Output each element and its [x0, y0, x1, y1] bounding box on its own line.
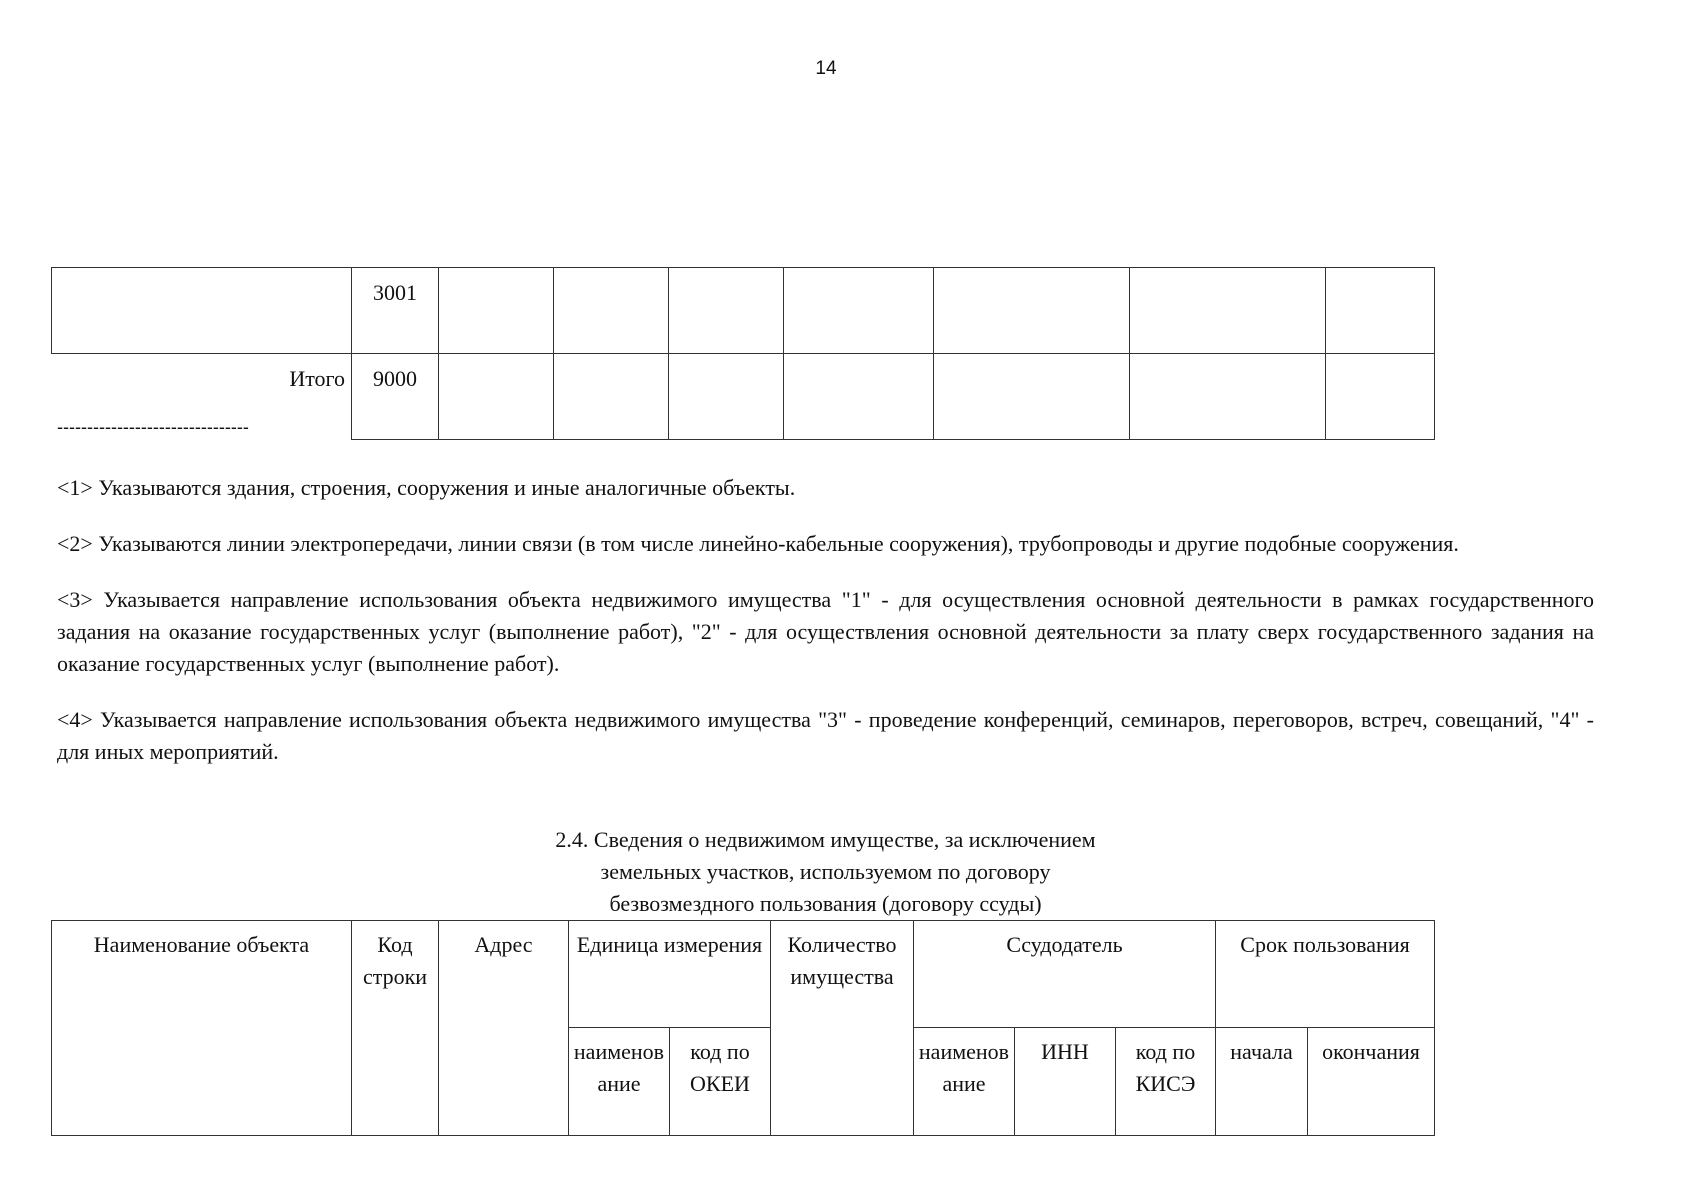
header-lender-name: наименование [914, 1028, 1015, 1136]
table-cell [934, 354, 1130, 440]
table-cell [1326, 354, 1435, 440]
table-cell [669, 268, 784, 354]
table-cell [669, 354, 784, 440]
footnote-3: <3> Указывается направление использования объекта недвижимого имущества "1" - для осуществления основной деятельности в рамках государственного задания на оказание государственных услуг (выполнение работ), "2" - для осуществления основной деятельности за плату сверх государственного задания на оказание государственных услуг (выполнение работ). [57, 587, 1594, 676]
section-title-line: безвозмездного пользования (договору ссуды) [609, 891, 1042, 916]
header-code: Код строки [352, 921, 439, 1136]
header-address: Адрес [439, 921, 569, 1136]
header-row [52, 921, 1435, 1028]
property-table [51, 920, 1435, 1136]
row-code: 3001 [352, 268, 439, 354]
table-cell [439, 354, 554, 440]
header-term-end: окончания [1308, 1028, 1435, 1136]
header-lender-kise: код по КИСЭ [1116, 1028, 1216, 1136]
header-unit-okei: код по ОКЕИ [670, 1028, 771, 1136]
section-title [57, 824, 1594, 920]
table-cell [554, 268, 669, 354]
table-row [52, 268, 1435, 354]
header-name: Наименование объекта [52, 921, 352, 1136]
total-label: Итого [52, 354, 352, 440]
header-term-start: начала [1216, 1028, 1308, 1136]
table-cell [1326, 268, 1435, 354]
continuation-table [51, 267, 1435, 440]
row-label [52, 268, 352, 354]
header-lender: Ссудодатель [914, 921, 1216, 1028]
total-code: 9000 [352, 354, 439, 440]
footnotes [57, 472, 1594, 792]
table-cell [554, 354, 669, 440]
header-term: Срок пользования [1216, 921, 1435, 1028]
table-cell [1130, 354, 1326, 440]
header-unit-name: наименование [569, 1028, 670, 1136]
header-unit: Единица измерения [569, 921, 771, 1028]
table-row-total [52, 354, 1435, 440]
table-cell [1130, 268, 1326, 354]
header-lender-inn: ИНН [1015, 1028, 1116, 1136]
page-number: 14 [815, 58, 837, 79]
footnote-4: <4> Указывается направление использования объекта недвижимого имущества "3" - проведение конференций, семинаров, переговоров, встреч, совещаний, "4" - для иных мероприятий. [57, 707, 1594, 764]
table-cell [439, 268, 554, 354]
header-quantity: Количество имущества [771, 921, 914, 1136]
footnote-2: <2> Указываются линии электропередачи, линии связи (в том числе линейно-кабельные сооружения), трубопроводы и другие подобные сооружения. [57, 531, 1459, 556]
table-cell [784, 268, 934, 354]
table-cell [934, 268, 1130, 354]
table-cell [784, 354, 934, 440]
section-title-line: 2.4. Сведения о недвижимом имуществе, за исключением [555, 827, 1096, 852]
footnote-1: <1> Указываются здания, строения, сооружения и иные аналогичные объекты. [57, 475, 796, 500]
section-title-line: земельных участков, используемом по договору [600, 859, 1051, 884]
footnote-separator: -------------------------------- [57, 417, 249, 437]
